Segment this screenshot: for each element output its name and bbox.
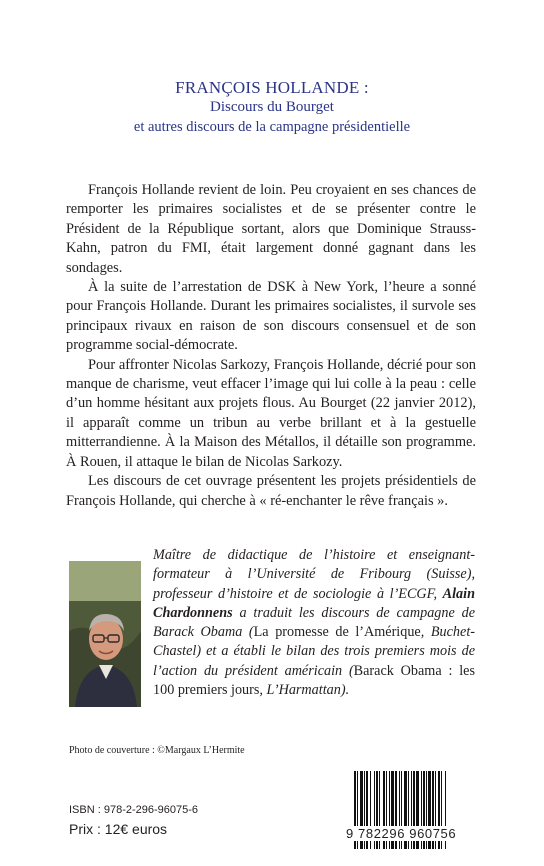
book-title: FRANÇOIS HOLLANDE : xyxy=(175,78,369,97)
back-cover-summary xyxy=(66,181,476,511)
summary-paragraph: Pour affronter Nicolas Sarkozy, François Hollande, décrié pour son manque de charisme, veut effacer l’image qui lui colle à la peau : celle d’un homme hésitant aux projets flous. Au Bourget (22 janvier 2012), il apparaît comme un tribun au verbe brillant et à la gestuelle mitterrandienne. À la Maison des Métallos, il détaille son programme. À Rouen, il attaque le bilan de Nicolas Sarkozy. xyxy=(66,356,476,470)
author-bio-text: Maître de didactique de l’histoire et enseignant-formateur à l’Université de Fribourg (Suisse), professeur d’histoire et de sociologie à l’ECGF, xyxy=(153,547,475,602)
barcode-digits: 9 782296 960756 xyxy=(344,826,486,841)
photo-credit: Photo de couverture : ©Margaux L’Hermite xyxy=(69,745,245,756)
author-name: Alain Chardonnens xyxy=(153,585,475,621)
summary-paragraph: François Hollande revient de loin. Peu croyaient en ses chances de remporter les primaires socialistes et de se présenter contre le Président de la République sortant, alors que Dominique Strauss-Kahn, patron du FMI, était largement donné gagnant dans les sondages. xyxy=(66,182,476,276)
author-photo xyxy=(69,561,141,707)
author-bio xyxy=(153,546,475,700)
author-bio-text: , Buchet-Chastel) et a établi le bilan des trois premiers mois de l’action du président américain ( xyxy=(153,624,475,679)
summary-paragraph: À la suite de l’arrestation de DSK à New York, l’heure a sonné pour François Hollande. Durant les primaires socialistes, il survole ses principaux rivaux en raison de son discours consensuel et de son programme social-démocrate. xyxy=(66,279,476,354)
author-bio-text: a traduit les discours de campagne de Barack Obama ( xyxy=(153,604,475,641)
author-bio-text: , L’Harmattan). xyxy=(259,682,350,699)
book-title-ref: La promesse de l’Amérique xyxy=(253,624,421,641)
summary-paragraph: Les discours de cet ouvrage présentent les projets présidentiels de François Hollande, qui cherche à « ré-enchanter le rêve français ». xyxy=(66,473,476,509)
book-title-block xyxy=(0,78,544,137)
book-subtitle: Discours du Bourget xyxy=(210,99,334,115)
book-title-ref: Barack Obama : les 100 premiers jours xyxy=(153,662,475,699)
isbn: ISBN : 978-2-296-96075-6 xyxy=(69,804,199,816)
price: Prix : 12€ euros xyxy=(69,821,168,837)
book-subtitle-2: et autres discours de la campagne présidentielle xyxy=(133,119,411,135)
